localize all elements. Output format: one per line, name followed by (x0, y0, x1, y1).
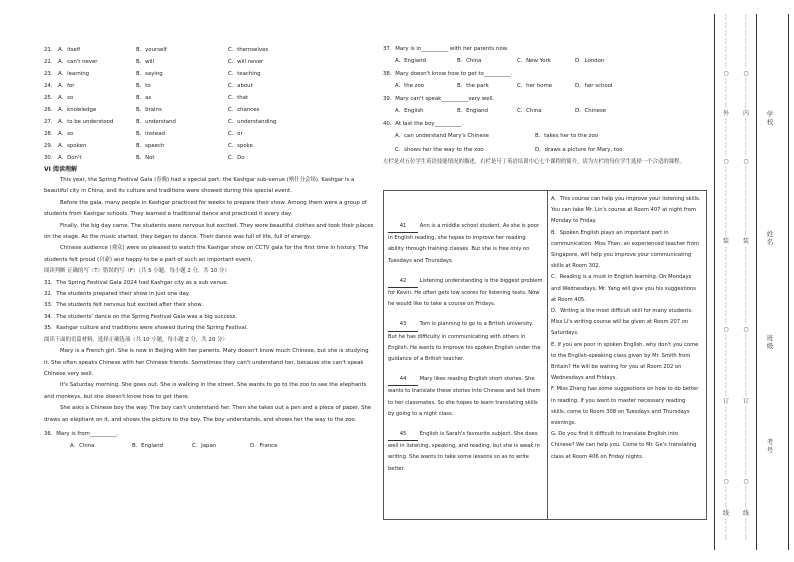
question-number: 22. (44, 59, 53, 65)
tf-instruction: 阅读判断 正确的写（T）错误的写（F）（共 5 小题，每小题 2 分，共 10 分） (44, 268, 230, 275)
binding-dot: ⋮ (743, 350, 749, 357)
binding-dot: ⋮ (723, 214, 729, 221)
school-field[interactable]: 学校 (766, 110, 774, 126)
binding-dot: ⋮ (743, 454, 749, 461)
course-descriptions (551, 194, 701, 463)
binding-dot: ⋮ (743, 94, 749, 101)
binding-circle: ○ (723, 326, 729, 333)
option[interactable]: B．instead (136, 131, 165, 137)
question-39-stem: 39．Mary can't speak__________very well. (383, 95, 495, 102)
option[interactable]: D．her school (575, 83, 613, 90)
paragraph: Chinese audience (观众) were so pleased to watch the Kashgar show on CCTV gala for the first time in history. The students felt proud (自豪) and happy to be a part of such an important event. (44, 245, 369, 263)
option[interactable]: A．England (395, 58, 426, 65)
option[interactable]: C．her home (517, 83, 553, 90)
student-item (388, 276, 543, 311)
question-39-options (383, 105, 705, 119)
cloze-option-row (44, 44, 374, 56)
binding-dot: ⋮ (723, 366, 729, 373)
student-item (388, 429, 543, 475)
binding-dot: ⋮ (743, 302, 749, 309)
binding-dot: ⋮ (743, 502, 749, 509)
binding-dot: ⋮ (743, 38, 749, 45)
binding-label: 内 (742, 110, 749, 117)
binding-dot: ⋮ (723, 142, 729, 149)
binding-dot: ⋮ (743, 126, 749, 133)
option[interactable]: C．New York (517, 58, 551, 65)
binding-dot: ⋮ (723, 54, 729, 61)
binding-dot: ⋮ (723, 534, 729, 541)
matching-table (383, 190, 707, 520)
option[interactable]: B．Not (136, 155, 155, 161)
binding-dot: ⋮ (743, 366, 749, 373)
option[interactable]: D．Chinese (575, 108, 607, 115)
student-item (388, 374, 543, 420)
option[interactable]: C．Do (228, 155, 245, 161)
option[interactable]: A．can't never (58, 59, 98, 65)
binding-dot: ⋮ (743, 382, 749, 389)
binding-label: 装 (742, 238, 749, 245)
course-item: A．This course can help you improve your listening skills. You can take Mr. Lin's course at Room 407 at night from Monday to Friday. (551, 196, 701, 225)
option[interactable]: A．to be understood (58, 119, 114, 125)
binding-dot: ⋮ (723, 270, 729, 277)
option[interactable]: A．China (70, 443, 95, 450)
binding-dot: ⋮ (743, 526, 749, 533)
question-number: 24. (44, 83, 53, 89)
binding-dot: ⋮ (743, 462, 749, 469)
answer-blank[interactable]: 42 (388, 276, 418, 288)
option[interactable]: A．learning (58, 71, 90, 77)
tf-question: 33．The students felt nervous but excited after their show. (44, 302, 203, 309)
binding-dot: ⋮ (743, 286, 749, 293)
paragraph: Mary is a French girl. She is now in Beijing with her parents. Mary doesn't know much Chinese, but she is studying it. She often speaks Chinese with her Chinese friends. Sometimes they can't understand her, because she can't speak Chinese very well. (44, 348, 369, 377)
option[interactable]: B．England (457, 108, 488, 115)
question-40-options-row1 (383, 130, 705, 144)
course-item: E. If you are poor in spoken English, why don't you come to the English-speaking class given by Mr. Smith from Britain? He will be waiting for you at Room 202 on Wednesdays and Fridays. (551, 341, 699, 382)
binding-dot: ⋮ (743, 46, 749, 53)
option[interactable]: C．chances (228, 107, 260, 113)
student-text: Listening understanding is the biggest problem for Kevin. He often gets low scores for listening tests. Now he would like to take a course on Fridays. (388, 277, 543, 308)
binding-dot: ⋮ (723, 302, 729, 309)
binding-dot: ⋮ (723, 94, 729, 101)
option[interactable]: C．will never (228, 59, 264, 65)
binding-dot: ⋮ (723, 150, 729, 157)
option[interactable]: C．spoke (228, 143, 253, 149)
binding-dot: ⋮ (743, 518, 749, 525)
binding-circle: ○ (723, 478, 729, 485)
binding-dot: ⋮ (723, 246, 729, 253)
binding-dot: ⋮ (743, 150, 749, 157)
cloze-option-row (44, 104, 374, 116)
binding-dot: ⋮ (743, 486, 749, 493)
cloze-option-row (44, 128, 374, 140)
answer-blank[interactable]: 44 (388, 374, 418, 386)
option[interactable]: A．can understand Mary's Chinese (395, 133, 489, 140)
binding-dot: ⋮ (723, 390, 729, 397)
binding-dot: ⋮ (723, 486, 729, 493)
paragraph: This year, the Spring Festival Gala (春晚) had a special part: the Kashgar sub-venue (喀什分会场). Kashgar is a beautiful city in China, and its culture and traditions were showed during this special event. (44, 177, 355, 195)
binding-dot: ⋮ (723, 310, 729, 317)
student-text: Ann is a middle school student. As she is poor in English reading, she hopes to improve her reading ability through training classes. But she is free only on Tuesdays and Thursdays. (388, 223, 540, 264)
binding-dot: ⋮ (743, 422, 749, 429)
cloze-option-row (44, 68, 374, 80)
binding-circle: ○ (743, 158, 749, 165)
option[interactable]: B．England (132, 443, 163, 450)
binding-dot: ⋮ (723, 78, 729, 85)
option[interactable]: B．takes her to the zoo (535, 133, 599, 140)
option[interactable]: C．about (228, 83, 253, 89)
mc-instruction: 阅读下面的语篇材料，选择正确选项（共 10 小题，每小题 2 分，共 20 分） (44, 336, 228, 343)
binding-circle: ○ (723, 158, 729, 165)
binding-dot: ⋮ (723, 334, 729, 341)
cloze-option-row (44, 56, 374, 68)
binding-dot: ⋮ (743, 118, 749, 125)
binding-dot: ⋮ (723, 494, 729, 501)
option[interactable]: D．draws a picture for Mary, too (535, 146, 623, 153)
option[interactable]: B．understand (136, 119, 176, 125)
option[interactable]: A．so (58, 131, 74, 137)
paragraph: She asks a Chinese boy the way. The boy can't understand her. Then she takes out a pen and a piece of paper. She draws an elephant on it, and shows the picture to the boy. The boy understands, and shows her the way to the zoo. (44, 405, 372, 423)
course-item: F. Miss Zhang has some suggestions on how to do better in reading. If you want to master necessary reading skills, come to Room 308 on Tuesdays and Thursdays evenings. (551, 386, 699, 427)
cloze-option-row (44, 116, 374, 128)
binding-dot: ⋮ (723, 118, 729, 125)
answer-blank[interactable]: 41 (388, 221, 418, 233)
binding-dot: ⋮ (743, 494, 749, 501)
option[interactable]: C．shows her the way to the zoo (395, 146, 484, 153)
option[interactable]: C．China (517, 108, 542, 115)
left-column (44, 44, 374, 454)
binding-dot: ⋮ (743, 278, 749, 285)
binding-dot: ⋮ (723, 38, 729, 45)
student-descriptions (388, 221, 543, 484)
option[interactable]: B．will (136, 59, 154, 65)
binding-dot: ⋮ (743, 414, 749, 421)
tf-question: 34．The students' dance on the Spring Festival Gala was a big success. (44, 313, 238, 320)
binding-dot: ⋮ (723, 62, 729, 69)
exam-number-field[interactable]: 考号 (766, 438, 774, 454)
middle-column (383, 44, 705, 169)
question-40-stem: 40．At last the boy__________. (383, 120, 464, 127)
option[interactable]: A．knowledge (58, 107, 97, 113)
course-item: B．Spoken English plays an important part in communication. Miss Then, an experienced teacher from Singapore, will help you improve your communicating skills at Room 302. (551, 229, 700, 270)
question-37-stem: 37．Mary is in__________ with her parents now. (383, 46, 509, 52)
option[interactable]: D．France (250, 443, 278, 450)
binding-line (788, 14, 789, 550)
binding-dot: ⋮ (723, 470, 729, 477)
option[interactable]: C．or (228, 131, 243, 137)
binding-dot: ⋮ (723, 134, 729, 141)
tf-question: 32．The students prepared their show in just one day. (44, 291, 190, 298)
binding-dot: ⋮ (743, 142, 749, 149)
binding-label: 订 (742, 398, 749, 405)
binding-dot: ⋮ (723, 406, 729, 413)
student-item (388, 221, 543, 267)
binding-dot: ⋮ (723, 430, 729, 437)
binding-dot: ⋮ (723, 182, 729, 189)
option[interactable]: B．yourself (136, 47, 167, 53)
binding-dot: ⋮ (743, 254, 749, 261)
binding-dot: ⋮ (743, 406, 749, 413)
binding-dot: ⋮ (723, 206, 729, 213)
option[interactable]: D．London (575, 58, 605, 65)
binding-line (714, 14, 715, 550)
question-number: 30. (44, 155, 53, 161)
option[interactable]: A．Don't (58, 155, 82, 161)
binding-dot: ⋮ (743, 214, 749, 221)
binding-dot: ⋮ (743, 230, 749, 237)
binding-circle: ○ (743, 70, 749, 77)
binding-dot: ⋮ (723, 422, 729, 429)
passage-spring-festival (44, 175, 374, 266)
binding-dot: ⋮ (743, 182, 749, 189)
section-heading-reading: VI 阅读理解 (44, 166, 77, 173)
option[interactable]: B．to (136, 83, 151, 89)
answer-blank[interactable]: 43 (388, 319, 418, 331)
binding-dot: ⋮ (723, 526, 729, 533)
binding-dot: ⋮ (743, 374, 749, 381)
option[interactable]: A．itself (58, 47, 81, 53)
binding-label: 线 (742, 510, 749, 517)
binding-dot: ⋮ (723, 14, 729, 21)
cloze-option-row (44, 80, 374, 92)
matching-instruction: 左栏是对五位学生英语技能情况的描述，右栏是马丁英语培训中心七个课程的简介，请为左栏的每位学生选择一个合适的课程。 (383, 159, 685, 166)
passage-mary (44, 346, 374, 426)
binding-dot: ⋮ (743, 438, 749, 445)
course-item: C．Reading is a must in English learning. On Mondays and Wednesdays, Mr. Yang will give you his suggestions at Room 405. (551, 274, 696, 303)
binding-dot: ⋮ (723, 102, 729, 109)
tf-questions (44, 278, 374, 335)
option[interactable]: C．understanding (228, 119, 277, 125)
binding-dot: ⋮ (723, 254, 729, 261)
question-number: 25. (44, 95, 53, 101)
binding-dot: ⋮ (723, 198, 729, 205)
binding-dot: ⋮ (743, 270, 749, 277)
binding-dot: ⋮ (743, 534, 749, 541)
binding-dot: ⋮ (723, 294, 729, 301)
binding-dot: ⋮ (723, 382, 729, 389)
binding-dot: ⋮ (723, 438, 729, 445)
question-37-options (383, 55, 705, 69)
paragraph: Finally, the big day came. The students were nervous but excited. They wore beautiful clothes and took their places on the stage. As the music started, they began to dance. Their dance was full of life, full of energy. (44, 222, 374, 241)
question-number: 23. (44, 71, 53, 77)
binding-dot: ⋮ (723, 318, 729, 325)
student-text: Mary likes reading English short stories. She wants to translate these stories into Chinese and tell them to her classmates. So she hopes to learn translating skills by going to a night class. (388, 376, 541, 417)
question-36-stem: 36．Mary is from__________. (44, 430, 119, 437)
binding-dot: ⋮ (723, 262, 729, 269)
option[interactable]: C．Japan (192, 443, 217, 450)
binding-circle: ○ (743, 478, 749, 485)
option[interactable]: A．so (58, 95, 74, 101)
paragraph: It's Saturday morning. She goes out. She is walking in the street. She wants to go to the zoo to see the elephants and monkeys, but she doesn't know how to get there. (44, 382, 367, 400)
class-field[interactable]: 班级 (766, 334, 774, 350)
binding-dot: ⋮ (743, 198, 749, 205)
question-38-options (383, 80, 705, 94)
tf-question: 31．The Spring Festival Gala 2024 had Kashgar city as a sub venue. (44, 279, 229, 286)
option[interactable]: B．the park (457, 83, 489, 90)
binding-dot: ⋮ (743, 334, 749, 341)
question-number: 28. (44, 131, 53, 137)
binding-margin (712, 14, 792, 550)
binding-dot: ⋮ (743, 174, 749, 181)
answer-blank[interactable]: 45 (388, 429, 418, 441)
binding-dot: ⋮ (743, 470, 749, 477)
binding-dot: ⋮ (723, 230, 729, 237)
binding-dot: ⋮ (723, 462, 729, 469)
binding-dot: ⋮ (743, 102, 749, 109)
option[interactable]: C．that (228, 95, 249, 101)
binding-circle: ○ (743, 326, 749, 333)
binding-dot: ⋮ (743, 54, 749, 61)
binding-circle: ○ (723, 70, 729, 77)
binding-dot: ⋮ (743, 342, 749, 349)
binding-line (756, 14, 757, 550)
binding-dot: ⋮ (723, 446, 729, 453)
question-36-options (44, 440, 374, 454)
option[interactable]: A．English (395, 108, 424, 115)
binding-dot: ⋮ (743, 190, 749, 197)
binding-label: 线 (722, 510, 729, 517)
binding-dot: ⋮ (743, 22, 749, 29)
question-number: 21. (44, 47, 53, 53)
binding-dot: ⋮ (723, 454, 729, 461)
cloze-option-row (44, 92, 374, 104)
option[interactable]: B．China (457, 58, 482, 65)
option[interactable]: A．for (58, 83, 75, 89)
binding-dot: ⋮ (743, 294, 749, 301)
option[interactable]: B．saying (136, 71, 163, 77)
option[interactable]: A．the zoo (395, 83, 425, 90)
binding-dot: ⋮ (723, 286, 729, 293)
binding-label: 外 (722, 110, 729, 117)
binding-dot: ⋮ (743, 222, 749, 229)
table-divider (547, 191, 548, 519)
binding-dot: ⋮ (723, 502, 729, 509)
question-number: 29. (44, 143, 53, 149)
student-text: Tom is planning to go to a British university. But he has difficulty in communicating with others in English. He wants to improve his spoken English under the guidance of a British teacher. (388, 321, 541, 363)
binding-dot: ⋮ (723, 30, 729, 37)
binding-dot: ⋮ (723, 518, 729, 525)
question-38-stem: 38．Mary doesn't know how to get to__________. (383, 70, 513, 77)
binding-dot: ⋮ (723, 190, 729, 197)
binding-dot: ⋮ (723, 374, 729, 381)
cloze-option-row (44, 140, 374, 152)
cloze-option-row (44, 152, 374, 164)
inner-binding-marks (741, 14, 751, 542)
binding-dot: ⋮ (723, 278, 729, 285)
binding-dot: ⋮ (723, 174, 729, 181)
binding-dot: ⋮ (723, 222, 729, 229)
binding-dot: ⋮ (743, 318, 749, 325)
binding-dot: ⋮ (743, 430, 749, 437)
binding-dot: ⋮ (743, 310, 749, 317)
binding-dot: ⋮ (743, 446, 749, 453)
binding-dot: ⋮ (743, 262, 749, 269)
name-field[interactable]: 姓名 (766, 230, 774, 246)
binding-dot: ⋮ (723, 350, 729, 357)
binding-dot: ⋮ (743, 246, 749, 253)
binding-dot: ⋮ (723, 86, 729, 93)
student-item (388, 319, 543, 365)
question-40-options-row2 (383, 144, 705, 158)
tf-question: 35．Kashgar culture and traditions were showed during the Spring Festival. (44, 325, 248, 332)
binding-dot: ⋮ (723, 22, 729, 29)
binding-dot: ⋮ (723, 126, 729, 133)
binding-dot: ⋮ (743, 86, 749, 93)
binding-dot: ⋮ (743, 14, 749, 21)
binding-label: 订 (722, 398, 729, 405)
option[interactable]: B．speech (136, 143, 165, 149)
question-number: 26. (44, 107, 53, 113)
option[interactable]: B．brains (136, 107, 162, 113)
outer-binding-marks (721, 14, 731, 542)
binding-dot: ⋮ (723, 166, 729, 173)
binding-dot: ⋮ (743, 78, 749, 85)
binding-dot: ⋮ (723, 358, 729, 365)
binding-dot: ⋮ (743, 206, 749, 213)
course-item: G. Do you find it difficult to translate English into Chinese? We can help you. Come to Mr. Ge's translating class at Room 406 on Friday nights. (551, 431, 697, 460)
option[interactable]: C．themselves (228, 47, 269, 53)
student-text: English is Sarah's favourite subject. She does well in listening, speaking, and reading, but she is weak in writing. She wants to take some lessons so as to write better. (388, 431, 540, 472)
cloze-options (44, 44, 374, 164)
binding-dot: ⋮ (723, 414, 729, 421)
paragraph: Before the gala, many people in Kashgar practiced for weeks to prepare their show. Among them were a group of students from Kashgar schools. They learned a traditional dance and practiced it every day. (44, 199, 367, 218)
binding-dot: ⋮ (743, 134, 749, 141)
binding-dot: ⋮ (743, 166, 749, 173)
binding-dot: ⋮ (743, 390, 749, 397)
course-item: D．Writing is the most difficult skill for many students. Miss Li's writing course will be given at Room 207 on Saturdays. (551, 308, 693, 337)
option[interactable]: B．as (136, 95, 152, 101)
binding-dot: ⋮ (743, 30, 749, 37)
binding-dot: ⋮ (743, 358, 749, 365)
option[interactable]: A．spoken (58, 143, 87, 149)
option[interactable]: C．teaching (228, 71, 261, 77)
binding-label: 装 (722, 238, 729, 245)
binding-dot: ⋮ (723, 342, 729, 349)
binding-dot: ⋮ (743, 62, 749, 69)
question-number: 27. (44, 119, 53, 125)
binding-dot: ⋮ (723, 46, 729, 53)
